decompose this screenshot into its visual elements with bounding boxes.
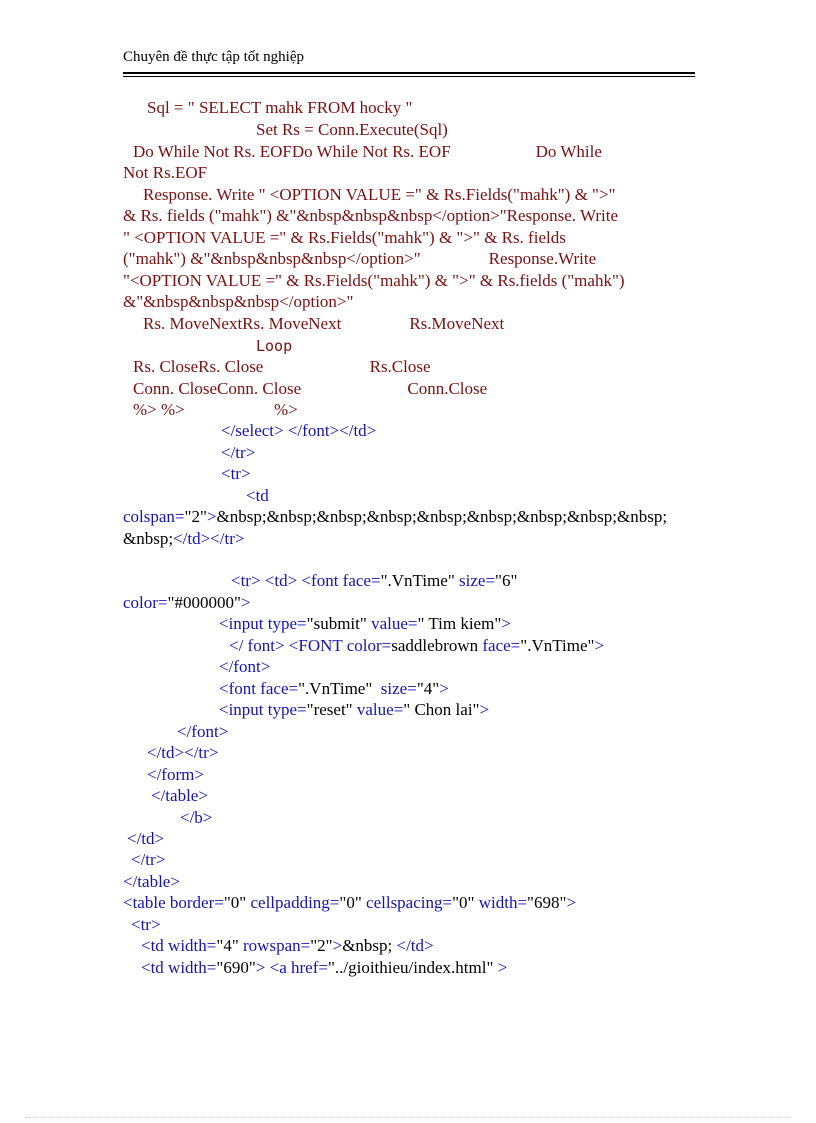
code-segment: &"&nbsp&nbsp&nbsp</option>" — [123, 292, 354, 311]
code-line — [123, 271, 625, 291]
code-segment: > — [439, 679, 449, 698]
code-segment: "0" — [452, 893, 475, 912]
code-segment: Response. Write " <OPTION VALUE =" & Rs.Fields("mahk") & ">" — [143, 185, 616, 204]
code-line — [147, 765, 204, 785]
code-line — [180, 808, 212, 828]
code-segment: " Tim kiem" — [417, 614, 502, 633]
code-segment: ".VnTime" — [520, 636, 595, 655]
code-segment: <tr> <td> <font face= — [231, 571, 381, 590]
code-line — [123, 593, 251, 613]
code-line — [229, 636, 604, 656]
code-segment: cellpadding= — [246, 893, 340, 912]
code-segment: </td></tr> — [147, 743, 219, 762]
code-segment: </tr> — [131, 850, 166, 869]
code-line — [143, 185, 616, 205]
code-segment: > — [479, 700, 490, 719]
code-segment: </tr> — [221, 443, 256, 462]
code-segment: width= — [474, 893, 528, 912]
code-line — [123, 872, 180, 892]
code-line — [123, 228, 566, 248]
code-segment: "698" — [527, 893, 567, 912]
code-line — [219, 679, 449, 699]
code-segment: value= — [366, 614, 418, 633]
code-segment: </form> — [147, 765, 204, 784]
header-rule-thin — [123, 76, 695, 77]
code-segment: "0" — [339, 893, 362, 912]
code-segment: <td width= — [141, 958, 217, 977]
code-line — [123, 163, 207, 183]
code-segment: > — [594, 636, 605, 655]
code-segment: > — [493, 958, 508, 977]
code-line — [127, 829, 164, 849]
code-segment: <input type= — [219, 614, 307, 633]
code-line — [123, 292, 353, 312]
code-segment: & Rs. fields ("mahk") &"&nbsp&nbsp&nbsp</option>"Response. Write — [123, 206, 619, 225]
code-segment: &nbsp; — [123, 529, 174, 548]
code-segment: <tr> — [131, 915, 161, 934]
code-segment: Not Rs.EOF — [123, 163, 208, 182]
code-line — [231, 571, 517, 591]
code-line — [123, 249, 596, 269]
code-line — [256, 120, 448, 140]
code-segment: > — [240, 593, 251, 612]
code-line — [123, 529, 244, 549]
code-segment: <input type= — [219, 700, 307, 719]
code-segment: "../gioithieu/index.html" — [327, 958, 494, 977]
code-line — [133, 357, 431, 377]
code-segment: "2" — [310, 936, 333, 955]
code-segment: "2" — [184, 507, 207, 526]
code-segment: "690" — [216, 958, 256, 977]
code-segment: colspan= — [123, 507, 185, 526]
code-segment: > <a href= — [255, 958, 328, 977]
header-rule-thick — [123, 72, 695, 74]
code-segment: <td — [246, 486, 269, 505]
code-line — [143, 314, 504, 334]
code-segment: Rs. MoveNextRs. MoveNext Rs.MoveNext — [143, 314, 505, 333]
code-segment: face= — [478, 636, 521, 655]
code-segment: "0" — [223, 893, 247, 912]
code-segment: > — [501, 614, 511, 633]
code-line — [246, 486, 269, 506]
code-line — [133, 400, 298, 420]
code-segment: "4" — [416, 679, 440, 698]
code-segment: ("mahk") &"&nbsp&nbsp&nbsp</option>" Response.Write — [123, 249, 597, 268]
page-header-title: Chuyên đề thực tập tốt nghiệp — [123, 49, 305, 65]
code-segment: Conn. CloseConn. Close Conn.Close — [133, 379, 488, 398]
code-segment: ".VnTime" — [298, 679, 373, 698]
code-segment: </td> — [127, 829, 165, 848]
code-segment: " Chon lai" — [403, 700, 480, 719]
code-segment: ".VnTime" — [380, 571, 455, 590]
code-segment: </ font> <FONT color= — [229, 636, 392, 655]
code-line — [221, 464, 251, 484]
code-segment: &nbsp; — [342, 936, 397, 955]
code-segment: "submit" — [306, 614, 367, 633]
code-segment: <font face= — [219, 679, 299, 698]
code-line — [256, 336, 292, 356]
code-segment: Loop — [256, 337, 293, 355]
code-segment: %> %> %> — [133, 400, 298, 419]
code-segment: saddlebrown — [391, 636, 479, 655]
code-line — [221, 421, 376, 441]
code-segment: size= — [454, 571, 496, 590]
code-line — [219, 614, 511, 634]
code-line — [177, 722, 228, 742]
code-segment: </table> — [151, 786, 208, 805]
code-line — [147, 743, 218, 763]
code-line — [221, 443, 255, 463]
footer-dotted-border — [25, 1117, 791, 1118]
code-line — [141, 936, 434, 956]
code-line — [131, 850, 165, 870]
code-segment: "reset" — [306, 700, 353, 719]
code-segment: </td> — [396, 936, 434, 955]
code-line — [219, 657, 270, 677]
code-segment: "<OPTION VALUE =" & Rs.Fields("mahk") & ">" & Rs.fields ("mahk") — [123, 271, 625, 290]
code-segment: <table border= — [123, 893, 224, 912]
code-line — [123, 893, 576, 913]
code-segment: <td width= — [141, 936, 217, 955]
code-segment: > — [332, 936, 343, 955]
code-segment: "#000000" — [167, 593, 241, 612]
code-segment: Do While Not Rs. EOFDo While Not Rs. EOF Do While — [133, 142, 602, 161]
code-segment: color= — [123, 593, 168, 612]
code-segment: </select> </font></td> — [221, 421, 377, 440]
code-segment: " <OPTION VALUE =" & Rs.Fields("mahk") & ">" & Rs. fields — [123, 228, 566, 247]
code-segment: Set Rs = Conn.Execute(Sql) — [256, 120, 448, 139]
code-line — [141, 958, 507, 978]
code-segment: </font> — [219, 657, 271, 676]
code-line — [219, 700, 489, 720]
code-segment: "4" — [216, 936, 239, 955]
code-line — [123, 507, 667, 527]
code-line — [133, 142, 602, 162]
code-line — [151, 786, 208, 806]
code-segment: </td></tr> — [173, 529, 245, 548]
code-segment: Sql = " SELECT mahk FROM hocky " — [147, 98, 413, 117]
code-segment: </b> — [180, 808, 213, 827]
code-segment: </table> — [123, 872, 180, 891]
code-segment: Rs. CloseRs. Close Rs.Close — [133, 357, 431, 376]
code-segment: &nbsp;&nbsp;&nbsp;&nbsp;&nbsp;&nbsp;&nbsp;&nbsp;&nbsp; — [216, 507, 668, 526]
code-segment: > — [206, 507, 217, 526]
code-line — [133, 379, 487, 399]
code-segment: rowspan= — [238, 936, 311, 955]
code-segment: value= — [352, 700, 404, 719]
code-segment: </font> — [177, 722, 229, 741]
code-segment: cellspacing= — [361, 893, 453, 912]
code-segment: "6" — [495, 571, 518, 590]
code-line — [131, 915, 161, 935]
code-segment: <tr> — [221, 464, 251, 483]
code-segment: > — [566, 893, 577, 912]
code-line — [147, 98, 412, 118]
code-segment: size= — [372, 679, 417, 698]
code-line — [123, 206, 618, 226]
